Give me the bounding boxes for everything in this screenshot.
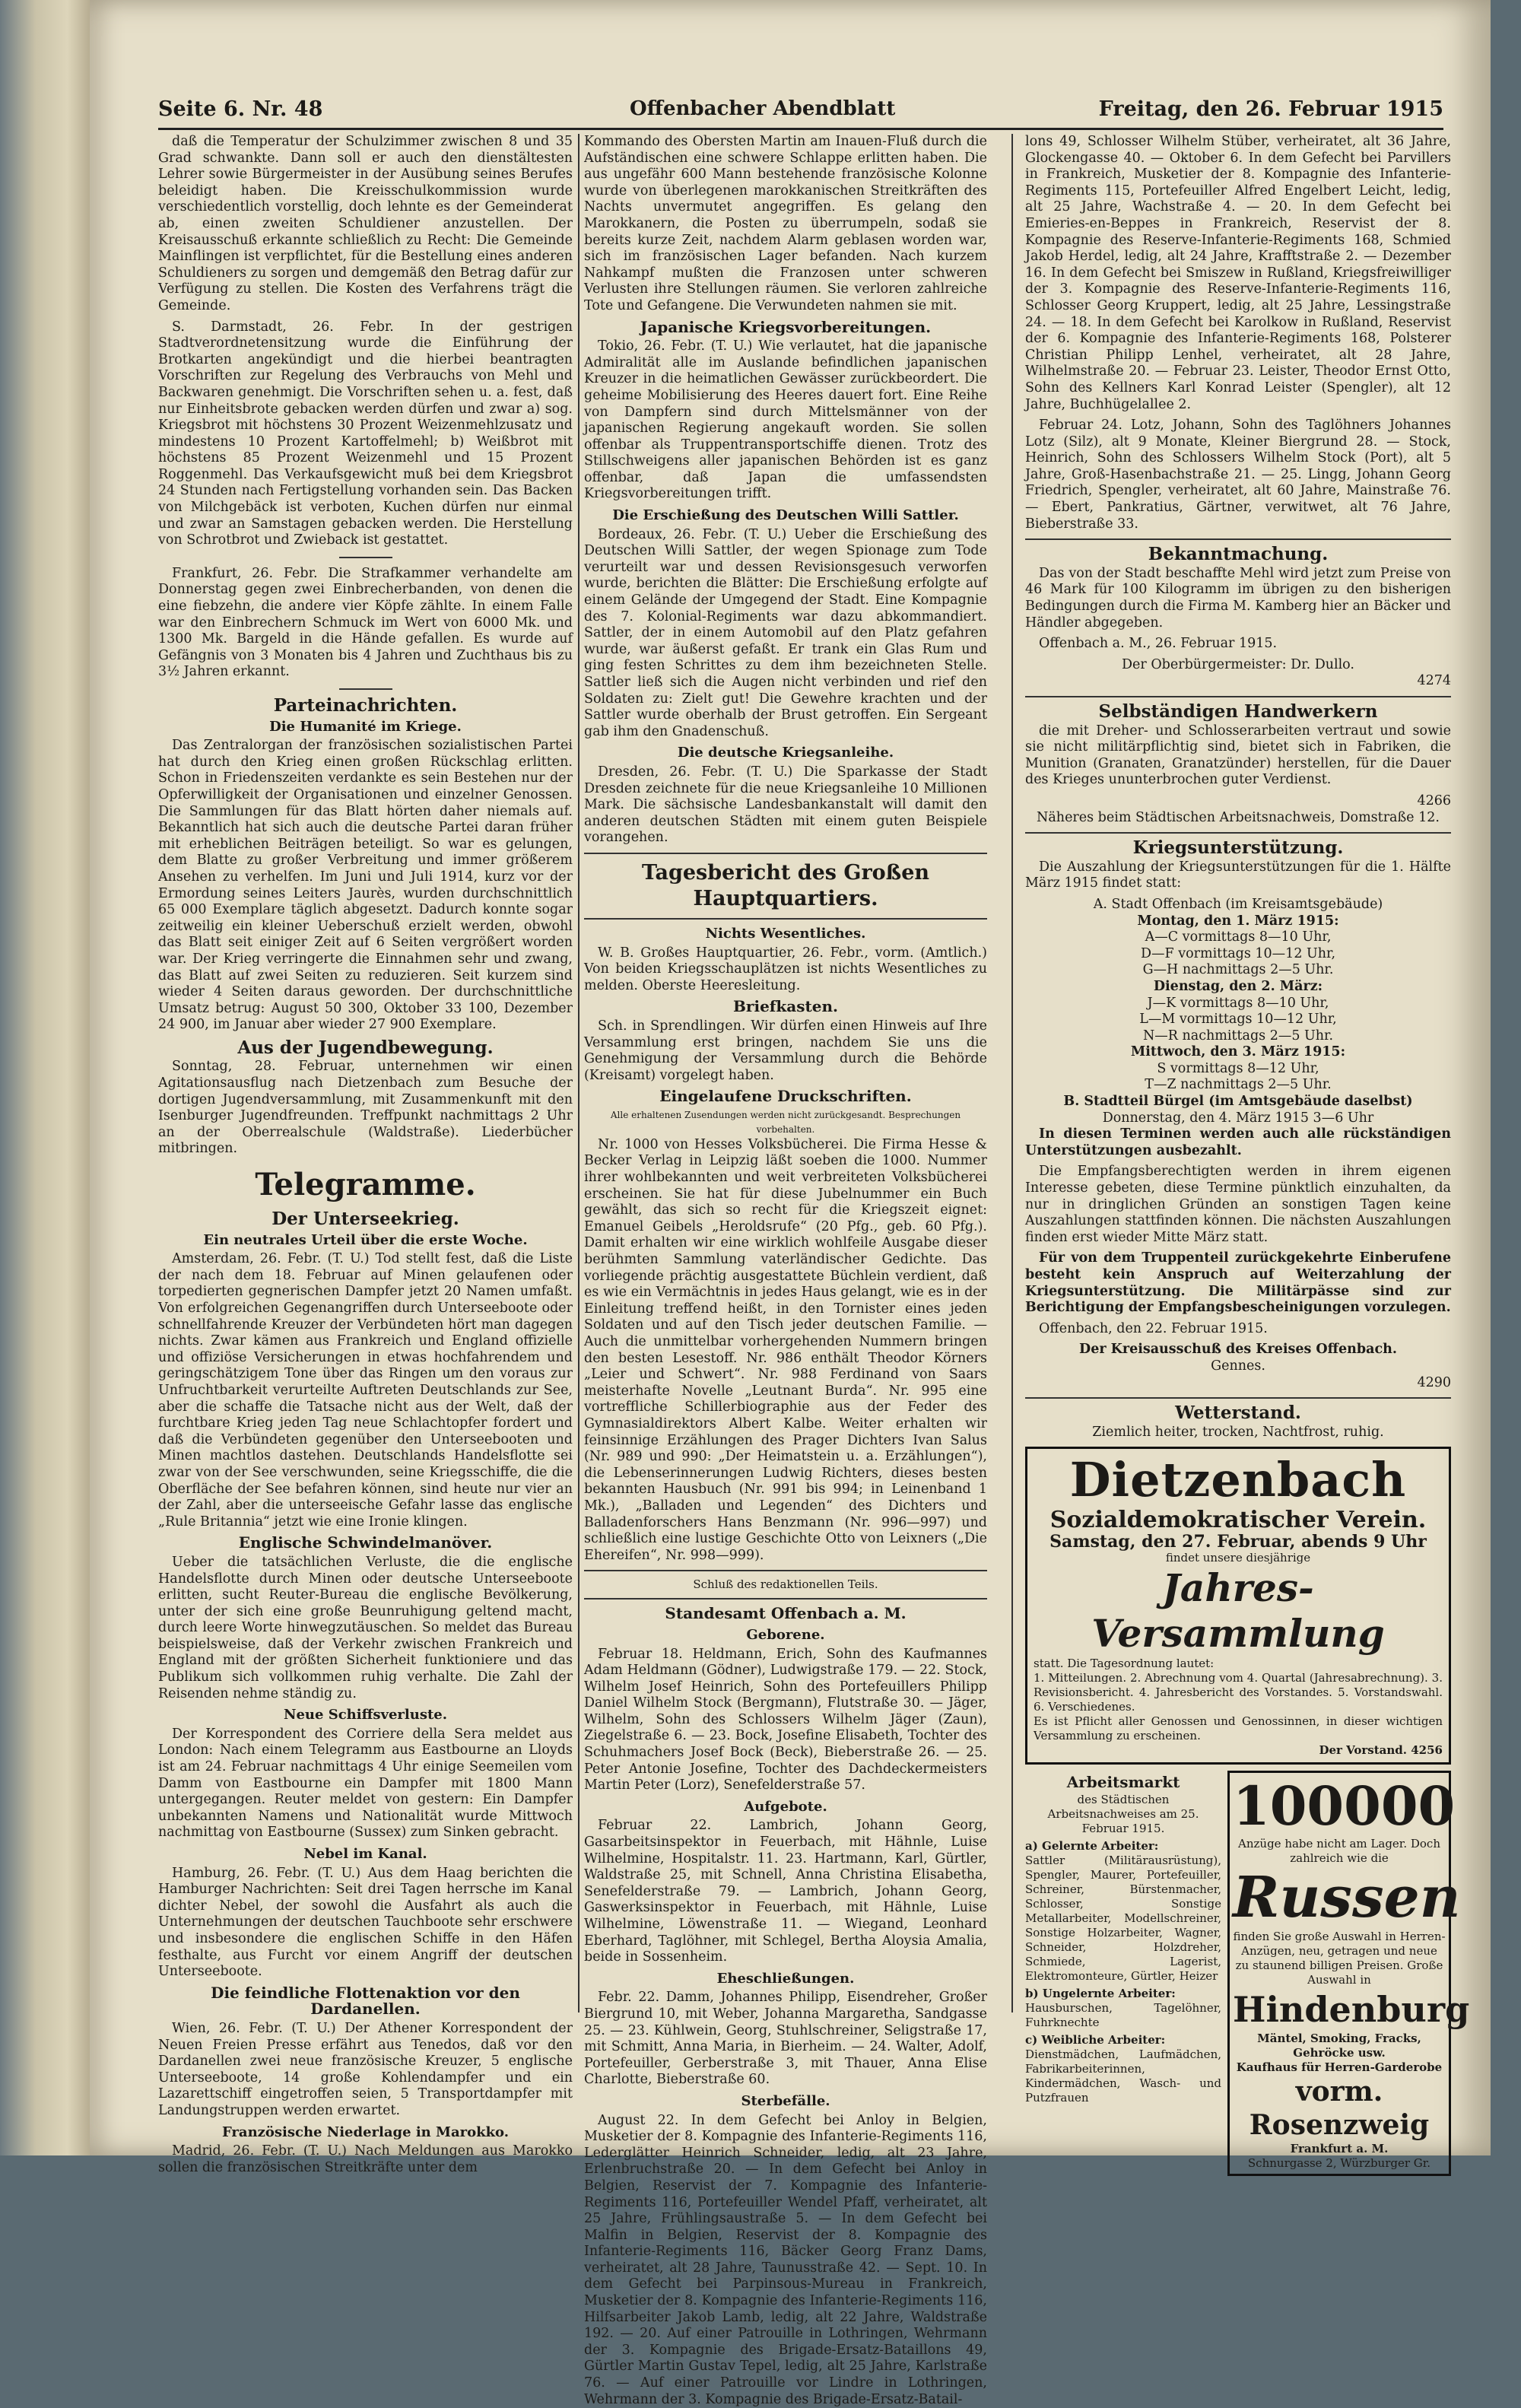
section-heading: Der Unterseekrieg. <box>271 1209 459 1230</box>
newspaper-title: Offenbacher Abendblatt <box>630 97 896 120</box>
separator <box>339 557 392 558</box>
column-1 <box>158 134 573 2175</box>
ad-rosenzweig: vorm. Rosenzweig <box>1249 2075 1430 2141</box>
labor-list: Dienstmädchen, Laufmädchen, Fabrikarbeiterinnen, Kindermädchen, Wasch- und Putzfrauen <box>1025 2047 1221 2105</box>
notice-number: 4274 <box>1417 673 1451 689</box>
note: Alle erhaltenen Zusendungen werden nicht zurückgesandt. Besprechungen vorbehalten. <box>610 1109 961 1135</box>
bottom-ads <box>1025 1771 1470 2176</box>
notice-line: J—K vormittags 8—10 Uhr, <box>1147 995 1329 1011</box>
rule <box>584 918 987 920</box>
notice-line: D—F vormittags 10—12 Uhr, <box>1140 945 1336 961</box>
section-heading: Standesamt Offenbach a. M. <box>665 1604 907 1623</box>
notice-line: A—C vormittags 8—10 Uhr, <box>1145 929 1332 945</box>
notice-text: Offenbach a. M., 26. Februar 1915. <box>1039 636 1278 652</box>
article-heading: Japanische Kriegsvorbereitungen. <box>640 317 932 336</box>
notice-text: Das von der Stadt beschaffte Mehl wird jetzt zum Preise von 46 Mark für 100 Kilogramm im übrigen zu den bisherigen Bedingungen durch die Firma M. Kamberg hier an Bäcker und Händler abgegeben. <box>1025 565 1451 631</box>
article-text: Ueber die tatsächlichen Verluste, die die englische Handelsflotte durch Minen oder deutsche Unterseeboote erlitten, sucht Reuter-Bureau die englische Bevölkerung, unter der sich eine große Beunruhigung geltend macht, durch leere Worte hinwegzutäuschen. So meldet das Bureau beispielsweise, daß der Verkehr zwischen Frankreich und England mit der größten Sicherheit funktioniere und das Publikum sich vollkommen ruhig verhalte. Die Zahl der Reisenden nehme ständig zu. <box>158 1554 573 1701</box>
notice-heading: Kriegsunterstützung. <box>1132 837 1344 859</box>
notice-line: A. Stadt Offenbach (im Kreisamtsgebäude) <box>1093 896 1383 912</box>
article-heading: Ein neutrales Urteil über die erste Woche. <box>203 1231 528 1248</box>
section-heading: Eingelaufene Druckschriften. <box>659 1087 912 1106</box>
labor-market-title: Arbeitsmarkt <box>1066 1772 1180 1791</box>
subheading: Sterbefälle. <box>741 2092 830 2109</box>
article-heading: Neue Schiffsverluste. <box>284 1707 447 1723</box>
telegrams-heading: Telegramme. <box>255 1167 476 1203</box>
notice-signature: Der Kreisausschuß des Kreises Offenbach. <box>1079 1342 1397 1358</box>
subheading: Eheschließungen. <box>716 1970 855 1987</box>
notice-number: 4266 <box>1417 793 1451 808</box>
ad-subtitle: Sozialdemokratischer Verein. <box>1049 1507 1427 1534</box>
ad-text: Frankfurt a. M. <box>1290 2141 1389 2155</box>
article-heading: Die Humanité im Kriege. <box>269 718 462 735</box>
labor-category: c) Weibliche Arbeiter: <box>1025 2032 1166 2047</box>
dietzenbach-ad <box>1025 1447 1451 1765</box>
article-heading: Die feindliche Flottenaktion vor den Dardanellen. <box>211 1983 520 2019</box>
notice-heading: Bekanntmachung. <box>1148 544 1329 565</box>
article-text: S. Darmstadt, 26. Febr. In der gestrigen Stadtverordnetensitzung wurde die Einführung der Brotkarten angekündigt und die hierbei beantragten Vorschriften zur Regelung des Verbrauchs von Mehl und Backwaren genehmigt. Die Vorschriften sehen u. a. fest, daß nur Einheitsbrote gebacken werden dürfen und zwar a) sog. Kriegsbrot mit höchstens 30 Prozent Weizenmehlzusatz und mindestens 10 Prozent Kartoffelmehl; b) Weißbrot mit höchstens 85 Prozent Weizenmehl und 15 Prozent Roggenmehl. Das Verkaufsgewicht muß bei dem Kriegsbrot 24 Stunden nach Fertigstellung vorhanden sein. Das Backen von Milchgebäck ist verboten, Kuchen dürfen nur einmal und zwar an Samstagen gebacken werden. Die Herstellung von Schrotbrot und Zwieback ist gestattet. <box>158 319 573 548</box>
labor-list: Sattler (Militärausrüstung), Spengler, Maurer, Portefeuiller, Schreiner, Bürstenmacher, Schlosser, Sonstige Metallarbeiter, Modellschreiner, Sonstige Holzarbeiter, Wagner, Schneider, Holzdreher, Schmiede, Lagerist, Elektromonteure, Gürtler, Heizer <box>1025 1853 1221 1983</box>
newspaper-page <box>90 0 1491 2407</box>
article-text: Februar 18. Heldmann, Erich, Sohn des Kaufmannes Adam Heldmann (Gödner), Ludwigstraße 179. — 22. Stock, Wilhelm Josef Heinrich, Sohn des Portefeuillers Philipp Daniel Wilhelm Stock (Bergmann), Flutstraße 30. — Jäger, Wilhelm, Sohn des Schlossers Wilhelm Jäger (Zaun), Ziegelstraße 6. — 23. Bock, Josefine Elisabeth, Tochter des Schuhmachers Josef Bock (Beck), Bieberstraße 26. — 25. Peter Antonie Josefine, Tochter des Dachdeckermeisters Martin Peter (Lorz), Senefelderstraße 57. <box>584 1646 987 1793</box>
article-text: Der Korrespondent des Corriere della Sera meldet aus London: Nach einem Telegramm aus Eastbourne an Lloyds ist am 24. Februar nachmittags 4 Uhr einige Seemeilen vom Damm von Eastbourne ein Dampfer mit 1800 Mann untergegangen. Reuter meldet von gestern: Ein Dampfer unbekannten Namens und Nationalität wurde Mittwoch nachmittag von Eastbourne (Sussex) zum Sinken gebracht. <box>158 1726 573 1841</box>
article-heading: Englische Schwindelmanöver. <box>238 1533 493 1552</box>
article-text: Bordeaux, 26. Febr. (T. U.) Ueber die Erschießung des Deutschen Willi Sattler, der wegen Spionage zum Tode verurteilt war und dessen Revisionsgesuch verworfen wurde, berichten die Blätter: Die Erschießung erfolgte auf einem Gelände der Umgegend der Stadt. Eine Kompagnie des 7. Kolonial-Regiments war dazu abkommandiert. Sattler, der in einem Automobil auf den Platz gefahren wurde, war äußerst gefaßt. Er trank ein Glas Rum und ging festen Schrittes zu dem ihm bezeichneten Stelle. Sattler ließ sich die Augen nicht verbinden und rief den Soldaten zu: Zielt gut! Die Gewehre krachten und der Sattler wurde oberhalb der Brust getroffen. Ein Sergeant gab ihm den Gnadenschuß. <box>584 526 987 739</box>
notice-line: N—R nachmittags 2—5 Uhr. <box>1142 1028 1334 1044</box>
notice-text: Die Auszahlung der Kriegsunterstützungen für die 1. Hälfte März 1915 findet statt: <box>1025 859 1451 891</box>
subheading: Aufgebote. <box>744 1798 827 1815</box>
notice-text: Näheres beim Städtischen Arbeitsnachweis, Domstraße 12. <box>1037 809 1440 825</box>
article-text: daß die Temperatur der Schulzimmer zwischen 8 und 35 Grad schwankte. Dann soll er auch den dienstältesten Lehrer sowie Bürgermeister in der Ausübung seines Berufes beleidigt haben. Die Kreisschulkommission wurde verschiedentlich vorstellig, doch lehnte es der Gemeinderat ab, einen zweiten Schuldiener anzustellen. Der Kreisausschuß erkannte schließlich zu Recht: Die Gemeinde Mainflingen ist verpflichtet, für die Bestellung eines anderen Schuldieners zu sorgen und demgemäß den Betrag dafür zur Verfügung zu stellen. Die Kosten des Verfahrens trägt die Gemeinde. <box>158 134 573 313</box>
article-heading: Die deutsche Kriegsanleihe. <box>677 745 894 761</box>
article-text: Februar 22. Lambrich, Johann Georg, Gasarbeitsinspektor in Feuerbach, mit Hähnle, Luise Wilhelmine, Hospitalstr. 11. 23. Hartmann, Karl, Gürtler, Waldstraße 25, mit Schnell, Anna Christina Elisabetha, Senefelderstraße 79. — Lambrich, Johann Georg, Gaswerksinspektor in Feuerbach, mit Hähnle, Luise Wilhelmine, Löwenstraße 11. — Wiegand, Leonhard Eberhard, Taglöhner, mit Schlegel, Bertha Aloysia Amalia, beide in Sossenheim. <box>584 1818 987 1965</box>
rule <box>1025 696 1451 697</box>
ad-text: finden Sie große Auswahl in Herren-Anzügen, neu, getragen und neue zu staunend billigen Preisen. Große Auswahl in <box>1233 1929 1446 1987</box>
article-text: Dresden, 26. Febr. (T. U.) Die Sparkasse der Stadt Dresden zeichnete für die neue Kriegsanleihe 10 Millionen Mark. Die sächsische Landesbankanstalt will damit den anderen deutschen Städten mit einem guten Beispiele vorangehen. <box>584 764 987 846</box>
page-number: Seite 6. Nr. 48 <box>158 97 323 121</box>
notice-line: G—H nachmittags 2—5 Uhr. <box>1142 962 1334 978</box>
section-heading: Briefkasten. <box>733 997 838 1016</box>
column-2 <box>584 134 987 2407</box>
notice-text: Offenbach, den 22. Februar 1915. <box>1039 1320 1268 1336</box>
labor-market-sub: des Städtischen Arbeitsnachweises am 25. Februar 1915. <box>1047 1792 1199 1835</box>
article-text: Nr. 1000 von Hesses Volksbücherei. Die Firma Hesse & Becker Verlag in Leipzig läßt soeben die 1000. Nummer ihrer wohlbekannten und weit verbreiteten Volksbücherei erscheinen. Sie hat für diese Jubelnummer ein Buch gewählt, das sich so recht für die Kriegszeit eignet: Emanuel Geibels „Heroldsrufe“ (20 Pfg., geb. 60 Pfg.). Damit erhalten wir eine wirklich wohlfeile Ausgabe dieser berühmten Sammlung vaterländischer Gedichte. Das vorliegende prächtig ausgestattete Büchlein verdient, daß es wie ein Vermächtnis in jedes Haus gelangt, wie es in der Einleitung treffend heißt, in den Tornister eines jeden Soldaten und auf den Tisch jeder deutschen Familie. — Auch die unmittelbar vorhergehenden Nummern bringen den besten Lesestoff. Nr. 986 enthält Theodor Körners „Leier und Schwert“. Nr. 988 Ferdinand von Saars meisterhafte Novelle „Leutnant Burda“. Nr. 995 eine vortreffliche Schillerbiographie aus der Feder des Gymnasialdirektors Albert Kalbe. Weiter erhalten wir feinsinnige Erzählungen des Prager Dichters Ivan Salus (Nr. 989 und 990: „Der Heimatstein u. a. Erzählungen“), die Lebenserinnerungen Ludwig Richters, dieses besten bekannten Hausbuch (Nr. 991 bis 994; in Leinenband 1 Mk.), „Balladen und Legenden“ des Dichters und Balladenforschers Hans Benzmann (Nr. 996—997) und schließlich eine lustige Geschichte Otto von Leixners („Die Ehereifen“, Nr. 998—999). <box>584 1136 987 1563</box>
notice-text: Für von dem Truppenteil zurückgekehrte Einberufene besteht kein Anspruch auf Weiterzahlung der Kriegsunterstützung. Die Militärpässe sind zur Berichtigung der Empfangsbescheinigungen vorzulegen. <box>1025 1250 1451 1316</box>
column-rule-2 <box>1011 134 1013 2012</box>
page-header <box>158 97 1443 125</box>
notice-text: Die Empfangsberechtigten werden in ihrem eigenen Interesse gebeten, diese Termine pünktlich einzuhalten, da nur in dringlichen Gründen an sonstigen Tagen keine Auszahlungen stattfinden können. Die nächsten Auszahlungen finden erst wieder Mitte März statt. <box>1025 1164 1451 1245</box>
ad-number: 4256 <box>1411 1742 1443 1757</box>
ad-russen: Russen <box>1233 1864 1461 1930</box>
ad-date: Samstag, den 27. Februar, abends 9 Uhr <box>1049 1532 1427 1552</box>
article-text: Frankfurt, 26. Febr. Die Strafkammer verhandelte am Donnerstag gegen zwei Einbrecherbanden, von denen die eine fiebzehn, die andere vier Köpfe zählte. In einem Falle war den Einbrechern Schmuck im Wert von 6000 Mk. und 1300 Mk. Bargeld in die Hände gefallen. Es wurde auf Gefängnis von 3 Monaten bis 4 Jahren und Zuchthaus bis zu 3½ Jahren erkannt. <box>158 565 573 680</box>
article-text: W. B. Großes Hauptquartier, 26. Febr., vorm. (Amtlich.) Von beiden Kriegsschauplätzen ist nichts Wesentliches zu melden. Oberste Heeresleitung. <box>584 945 987 993</box>
article-text: Das Zentralorgan der französischen sozialistischen Partei hat durch den Krieg einen großen Rückschlag erlitten. Schon in Friedenszeiten verdankte es sein Bestehen nur der Opferwilligkeit der Organisationen und einzelner Genossen. Die Sammlungen für das Blatt hörten daher niemals auf. Bekanntlich hat sich auch die deutsche Partei daran früher mit erheblichen Beiträgen beteiligt. So war es gelungen, dem Blatte zu großer Verbreitung und immer größerem Ansehen zu verhelfen. Im Juni und Juli 1914, kurz vor der Ermordung seines Leiters Jaurès, wurden durchschnittlich 65 000 Exemplare täglich abgesetzt. Dadurch konnte sogar zeitweilig ein kleiner Ueberschuß erzielt werden, obwohl das Blatt seit einiger Zeit auf 6 Seiten vergrößert worden war. Der Krieg verringerte die Einnahmen sehr und zwang, das Blatt auf zwei Seiten zu reduzieren. Seit kurzem sind wieder 4 Seiten daraus geworden. Der durchschnittliche Umsatz betrug: August 50 300, Oktober 33 100, Dezember 24 900, im Januar aber wieder 27 900 Exemplare. <box>158 738 573 1033</box>
article-text: lons 49, Schlosser Wilhelm Stüber, verheiratet, alt 36 Jahre, Glockengasse 40. — Oktober 6. In dem Gefecht bei Parvillers in Frankreich, Musketier der 8. Kompagnie des Infanterie-Regiments 115, Portefeuiller Alfred Engelbert Leicht, ledig, alt 25 Jahre, Wachstraße 4. — 20. In dem Gefecht bei Emieries-en-Beppes in Frankreich, Reservist der 8. Kompagnie des Reserve-Infanterie-Regiments 168, Schmied Jakob Herdel, ledig, alt 24 Jahre, Krafftstraße 2. — Dezember 16. In dem Gefecht bei Smiszew in Rußland, Kriegsfreiwilliger der 3. Kompagnie des Reserve-Infanterie-Regiments 116, Schlosser Georg Kruppert, ledig, alt 25 Jahre, Lessingstraße 24. — 18. In dem Gefecht bei Karolkow in Rußland, Reservist der 6. Kompagnie des Infanterie-Regiments 168, Polsterer Christian Philipp Lenhel, verheiratet, alt 28 Jahre, Wilhelmstraße 20. — Februar 23. Leister, Theodor Ernst Otto, Sohn des Kellners Karl Konrad Leister (Spengler), alt 12 Jahre, Buchhügelallee 2. <box>1025 134 1451 412</box>
article-heading: Die Erschießung des Deutschen Willi Sattler. <box>612 507 959 524</box>
ad-text: statt. Die Tagesordnung lautet: <box>1034 1656 1215 1670</box>
article-text: Februar 24. Lotz, Johann, Sohn des Taglöhners Johannes Lotz (Silz), alt 9 Monate, Kleiner Biergrund 28. — Stock, Heinrich, Sohn des Schlossers Wilhelm Stock (Port), alt 5 Jahre, Groß-Hasenbachstraße 21. — 25. Lingg, Johann Georg Friedrich, Spengler, verheiratet, alt 60 Jahre, Mainstraße 76. — Ebert, Pankratius, Gärtner, verwitwet, alt 76 Jahre, Bieberstraße 33. <box>1025 418 1451 532</box>
article-text: Amsterdam, 26. Febr. (T. U.) Tod stellt fest, daß die Liste der nach dem 18. Februar auf Minen gelaufenen oder torpedierten gegnerischen Dampfer jetzt 20 Namen umfaßt. Von erfolgreichen Gegenangriffen durch Unterseeboote oder schnellfahrende Kreuzer der Verbündeten hört man dagegen nichts. Zwar kämen aus Frankreich und England offizielle und offiziöse Versicherungen in etwas hochfahrendem und geringschätzigem Tone über das Ringen um den voraus zur Unfruchtbarkeit verurteilte Auftreten Deutschlands zur See, aber die schaffe die Tatsache nicht aus der Welt, daß der furchtbare Krieg jeden Tag neue Schlachtopfer fordert und daß die Verbündeten gegenüber den Unterseebooten und Minen machtlos dastehen. Deutschlands Handelsflotte sei zwar von der See verschwunden, seine Kriegsschiffe, die die Oberfläche der See befahren können, sind heute nur vier an der Zahl, aber die unterseeische Gefahr lasse das englische „Rule Britannia“ jetzt wie eine Ironie klingen. <box>158 1251 573 1530</box>
clothing-ad <box>1227 1771 1470 2176</box>
rule <box>584 1570 987 1571</box>
issue-date: Freitag, den 26. Februar 1915 <box>1098 97 1443 121</box>
notice-line: Donnerstag, den 4. März 1915 3—6 Uhr <box>1102 1110 1374 1126</box>
header-rule <box>158 128 1443 130</box>
labor-list: Hausburschen, Tagelöhner, Fuhrknechte <box>1025 2000 1221 2029</box>
article-text: Sonntag, 28. Februar, unternehmen wir einen Agitationsausflug nach Dietzenbach zum Besuche der dortigen Jugendversammlung, mit Zusammenkunft mit den Isenburger Jugendfreunden. Treffpunkt nachmittags 2 Uhr an der Oberrealschule (Waldstraße). Liederbücher mitbringen. <box>158 1059 573 1157</box>
ad-text: Anzüge habe nicht am Lager. Doch zahlreich wie die <box>1238 1836 1440 1865</box>
rule <box>584 1598 987 1600</box>
article-text: Hamburg, 26. Febr. (T. U.) Aus dem Haag berichten die Hamburger Nachrichten: Seit drei Tagen herrsche im Kanal dichter Nebel, der sowohl die Ausfahrt als auch die Unternehmungen der deutschen Tauchboote sehr erschwere und insbesondere die englischen Schiffe in den Häfen festhalte, aus Furcht vor einem Angriff der deutschen Unterseeboote. <box>158 1865 573 1980</box>
article-text: Wien, 26. Febr. (T. U.) Der Athener Korrespondent der Neuen Freien Presse erfährt aus Tenedos, daß vor den Dardanellen zwei neue französische Kreuzer, 5 englische Unterseeboote, 14 große Kohlendampfer und ein Lazarettschiff eingetroffen seien, 5 Transportdampfer mit Landungstruppen werden erwartet. <box>158 2020 573 2118</box>
ad-title: Dietzenbach <box>1069 1452 1407 1508</box>
ad-sign: Der Vorstand. <box>1319 1742 1408 1757</box>
notice-number: 4290 <box>1417 1374 1451 1390</box>
notice-signature: Der Oberbürgermeister: Dr. Dullo. <box>1122 656 1354 672</box>
article-text: Febr. 22. Damm, Johannes Philipp, Eisendreher, Großer Biergrund 10, mit Weber, Johanna Margaretha, Sandgasse 25. — 23. Kühlwein, Georg, Stuhlschreiner, Seligstraße 17, mit Schmitt, Anna Maria, in Bierheim. — 24. Walter, Adolf, Portefeuiller, Gerberstraße 3, mit Thauer, Anna Elise Charlotte, Bieberstraße 60. <box>584 1990 987 2088</box>
notice-line: T—Z nachmittags 2—5 Uhr. <box>1145 1077 1332 1093</box>
notice-text: die mit Dreher- und Schlosserarbeiten vertraut und sowie sie nicht militärpflichtig sind, bietet sich in Fabriken, die Munition (Granaten, Granatzünder) herstellen, für die Dauer des Krieges ununterbrochen guter Verdienst. <box>1025 723 1451 788</box>
separator <box>339 688 392 690</box>
article-heading: Französische Niederlage in Marokko. <box>221 2124 510 2140</box>
notice-signature: Gennes. <box>1211 1358 1265 1374</box>
article-heading: Nebel im Kanal. <box>303 1846 427 1862</box>
section-heading: Parteinachrichten. <box>273 695 458 716</box>
book-binding <box>0 0 90 2155</box>
notice-line: Mittwoch, den 3. März 1915: <box>1130 1044 1346 1060</box>
report-heading: Tagesbericht des Großen Hauptquartiers. <box>641 860 929 910</box>
rule <box>1025 1397 1451 1399</box>
article-text: Sch. in Sprendlingen. Wir dürfen einen Hinweis auf Ihre Versammlung erst bringen, nachdem Sie uns die Genehmigung der Versammlung durch die Behörde (Kreisamt) vorgelegt haben. <box>584 1018 987 1083</box>
section-heading: Aus der Jugendbewegung. <box>237 1037 494 1058</box>
notice-line: B. Stadtteil Bürgel (im Amtsgebäude daselbst) <box>1063 1094 1413 1110</box>
article-text: Kommando des Obersten Martin am Inauen-Fluß durch die Aufständischen eine schwere Schlappe erlitten haben. Die aus ungefähr 600 Mann bestehende französische Kolonne wurde von überlegenen marokkanischen Streitkräften des Nachts unvermutet angegriffen. Es gelang den Marokkanern, die Posten zu überrumpeln, sodaß sie bereits kurze Zeit, nachdem Alarm geblasen worden war, sich im französischen Lager befanden. Nach kurzem Nahkampf mußten die Franzosen unter schweren Verlusten ihre Stellungen räumen. Sie verloren zahlreiche Tote und Gefangene. Die Verwundeten nahmen sie mit. <box>584 134 987 313</box>
rule <box>1025 832 1451 834</box>
notice-line: L—M vormittags 10—12 Uhr, <box>1139 1012 1337 1028</box>
ad-hindenburg: Hindenburg <box>1233 1988 1470 2030</box>
report-subheading: Nichts Wesentliches. <box>705 925 866 942</box>
ad-text: 1. Mitteilungen. 2. Abrechnung vom 4. Quartal (Jahresabrechnung). 3. Revisionsbericht. 4. Jahresbericht des Vorstandes. 5. Vorstandswahl. 6. Verschiedenes. <box>1034 1670 1443 1714</box>
article-text: Madrid, 26. Febr. (T. U.) Nach Meldungen aus Marokko sollen die französischen Streitkräfte unter dem <box>158 2143 573 2175</box>
ad-text: Es ist Pflicht aller Genossen und Genossinnen, in dieser wichtigen Versammlung zu erscheinen. <box>1034 1714 1443 1742</box>
labor-category: a) Gelernte Arbeiter: <box>1025 1838 1159 1853</box>
notice-line: Dienstag, den 2. März: <box>1153 978 1323 994</box>
ad-number-big: 100000 <box>1233 1774 1456 1838</box>
end-of-editorial: Schluß des redaktionellen Teils. <box>693 1577 878 1592</box>
article-text: August 22. In dem Gefecht bei Anloy in Belgien, Musketier der 8. Kompagnie des Infanterie-Regiments 116, Lederglätter Heinrich Schneider, ledig, alt 23 Jahre, Erlenbruchstraße 20. — In dem Gefecht bei Anloy in Belgien, Reservist der 7. Kompagnie des Infanterie-Regiments 116, Portefeuiller Wendel Pfaff, verheiratet, alt 25 Jahre, Frühlingsaustraße 5. — In dem Gefecht bei Malfin in Belgien, Reservist der 8. Kompagnie des Infanterie-Regiments 116, Bäcker Georg Franz Dams, verheiratet, alt 28 Jahre, Taunusstraße 42. — Sept. 10. In dem Gefecht bei Parpinsous-Mureau in Frankreich, Musketier der 8. Kompagnie des Infanterie-Regiments 116, Hilfsarbeiter Jakob Lamb, ledig, alt 22 Jahre, Waldstraße 192. — 20. Auf einer Patrouille in Lothringen, Wehrmann der 3. Kompagnie des Brigade-Ersatz-Bataillons 49, Gürtler Martin Gustav Tepel, ledig, alt 25 Jahre, Karlstraße 76. — Auf einer Patrouille vor Lindre in Lothringen, Wehrmann der 3. Kompagnie des Brigade-Ersatz-Batail- <box>584 2112 987 2407</box>
rule <box>1025 538 1451 540</box>
labor-market <box>1025 1771 1221 2176</box>
ad-text: Mäntel, Smoking, Fracks, Gehröcke usw. <box>1257 2031 1421 2060</box>
ad-text: Schnurgasse 2, Würzburger Gr. <box>1247 2155 1431 2170</box>
ad-headline: Jahres-Versammlung <box>1091 1565 1385 1656</box>
notice-line: S vormittags 8—12 Uhr, <box>1157 1060 1319 1076</box>
labor-category: b) Ungelernte Arbeiter: <box>1025 1986 1176 2000</box>
ad-text: findet unsere diesjährige <box>1165 1550 1311 1565</box>
rule <box>584 853 987 854</box>
ad-text: Kaufhaus für Herren-Garderobe <box>1236 2060 1443 2074</box>
notice-line: Montag, den 1. März 1915: <box>1137 913 1339 929</box>
article-text: Tokio, 26. Febr. (T. U.) Wie verlautet, hat die japanische Admiralität alle im Auslande befindlichen japanischen Kreuzer in die heimatlichen Gewässer zurückbeordert. Die geheime Mobilisierung des Heeres dauert fort. Eine Reihe von Dampfern sind durch Mittelsmänner von der japanischen Regierung angekauft worden. Sie sollen offenbar als Truppentransportschiffe dienen. Trotz des Stillschweigens aller japanischen Behörden ist es ganz offenbar, daß Japan die umfassendsten Kriegsvorbereitungen trifft. <box>584 338 987 502</box>
subheading: Geborene. <box>746 1626 825 1643</box>
ad-signature <box>1034 1743 1443 1758</box>
weather-text: Ziemlich heiter, trocken, Nachtfrost, ruhig. <box>1092 1424 1384 1440</box>
weather-heading: Wetterstand. <box>1175 1403 1301 1424</box>
column-rule-1 <box>578 134 580 2012</box>
notice-text: In diesen Terminen werden auch alle rückständigen Unterstützungen ausbezahlt. <box>1025 1126 1451 1158</box>
column-3 <box>1025 134 1470 2170</box>
notice-heading: Selbständigen Handwerkern <box>1098 701 1378 722</box>
